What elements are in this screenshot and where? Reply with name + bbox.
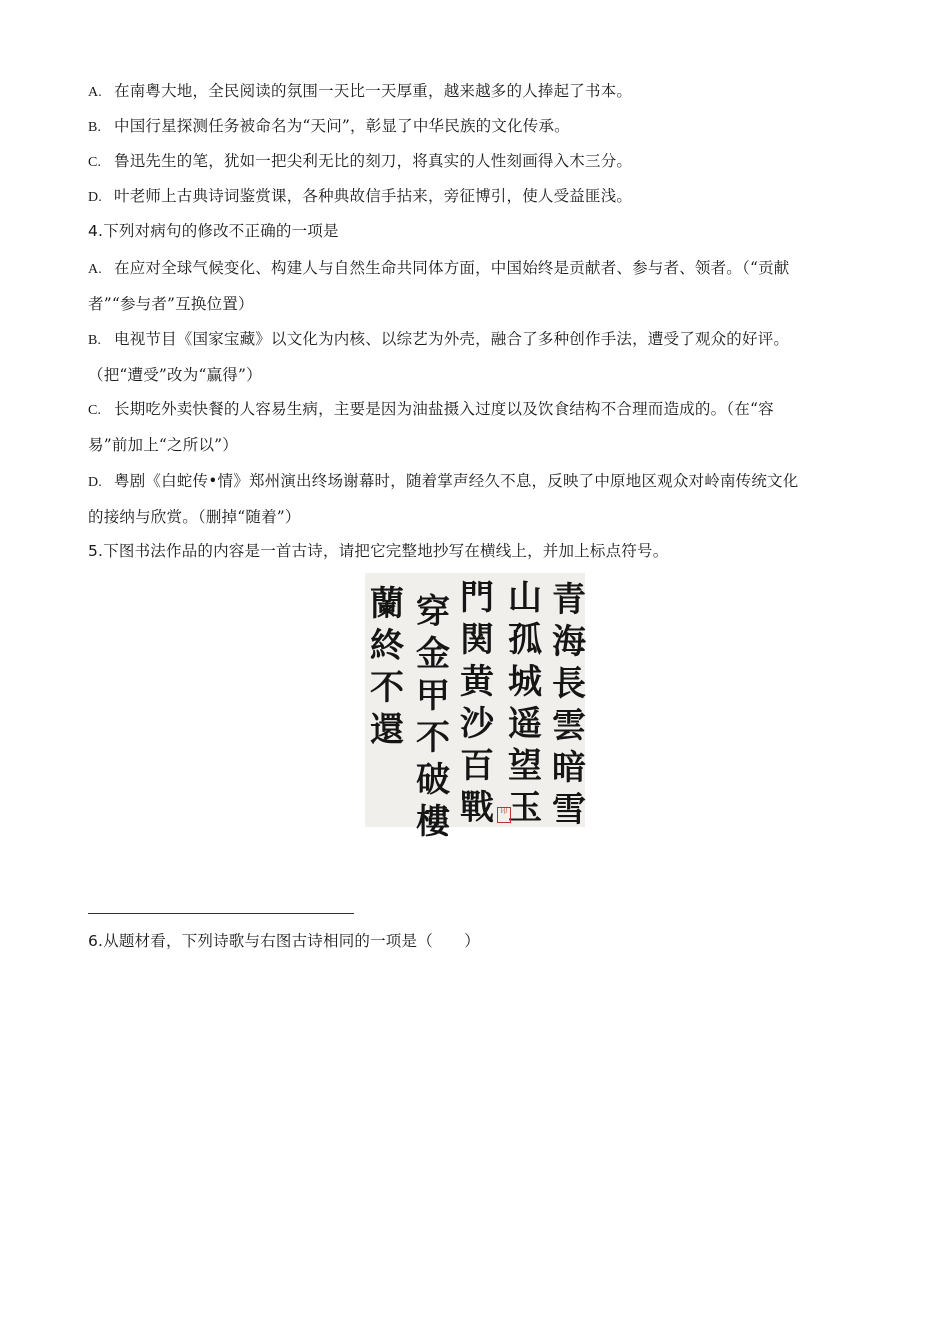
q3-option-d [88,186,632,208]
q4-stem [88,221,339,241]
question-number: 5. [88,542,104,560]
q4-option-b-line2: （把“遭受”改为“赢得”） [88,366,262,384]
option-text: 鲁迅先生的笔，犹如一把尖利无比的刻刀，将真实的人性刻画得入木三分。 [114,152,633,170]
calligraphy-column-5 [365,583,409,751]
q6-stem [88,931,480,951]
calligraphy-text: 山孤城遥望玉 [508,578,542,828]
option-letter: C. [88,155,102,170]
option-letter: A. [88,85,103,100]
calligraphy-artwork [365,573,586,842]
option-letter: D. [88,190,103,205]
option-text: 在应对全球气候变化、构建人与自然生命共同体方面，中国始终是贡献者、参与者、领者。（“贡献 [114,259,790,277]
calligraphy-column-1 [547,579,591,831]
option-text: 叶老师上古典诗词鉴赏课，各种典故信手拈来，旁征博引，使人受益匪浅。 [114,187,633,205]
calligraphy-text: 蘭終不還 [370,584,404,750]
q3-option-c [88,151,632,173]
calligraphy-text: 門関黄沙百戰 [460,578,494,828]
option-letter: D. [88,475,103,490]
q4-option-a-line1 [88,258,789,280]
option-letter: B. [88,333,102,348]
option-letter: C. [88,403,102,418]
q4-option-c-line1 [88,399,774,421]
q3-option-a [88,81,632,103]
option-text: 在南粤大地，全民阅读的氛围一天比一天厚重，越来越多的人捧起了书本。 [114,82,633,100]
q5-stem [88,541,668,561]
q4-option-d-line2: 的接纳与欣赏。（删掉“随着”） [88,508,301,526]
q4-option-b-line1 [88,329,789,351]
calligraphy-column-4 [411,591,455,843]
seal-stamp: 印 [497,807,511,823]
option-text: 中国行星探测任务被命名为“天问”，彰显了中华民族的文化传承。 [114,117,570,135]
option-text: 粤剧《白蛇传•情》郑州演出终场谢幕时，随着掌声经久不息，反映了中原地区观众对岭南传统文化 [114,472,799,490]
option-text: 长期吃外卖快餐的人容易生病，主要是因为油盐摄入过度以及饮食结构不合理而造成的。（在“容 [114,400,774,418]
question-text: 下列对病句的修改不正确的一项是 [103,222,339,240]
option-letter: B. [88,120,102,135]
q4-option-c-line2: 易”前加上“之所以”） [88,436,238,454]
question-number: 6. [88,932,104,950]
q4-option-d-line1 [88,471,798,493]
option-text: 电视节目《国家宝藏》以文化为内核、以综艺为外壳，融合了多种创作手法，遭受了观众的好评。 [114,330,790,348]
question-number: 4. [88,222,104,240]
question-text: 从题材看，下列诗歌与右图古诗相同的一项是（ ） [103,932,481,950]
question-text: 下图书法作品的内容是一首古诗，请把它完整地抄写在横线上，并加上标点符号。 [103,542,669,560]
calligraphy-text: 青海長雲暗雪 [552,580,586,830]
q3-option-b [88,116,570,138]
option-letter: A. [88,262,103,277]
answer-blank-line[interactable] [88,913,354,914]
calligraphy-column-3 [455,577,499,829]
calligraphy-column-2 [503,577,547,829]
calligraphy-text: 穿金甲不破樓 [416,592,450,842]
q4-option-a-line2: 者”“参与者”互换位置） [88,295,254,313]
